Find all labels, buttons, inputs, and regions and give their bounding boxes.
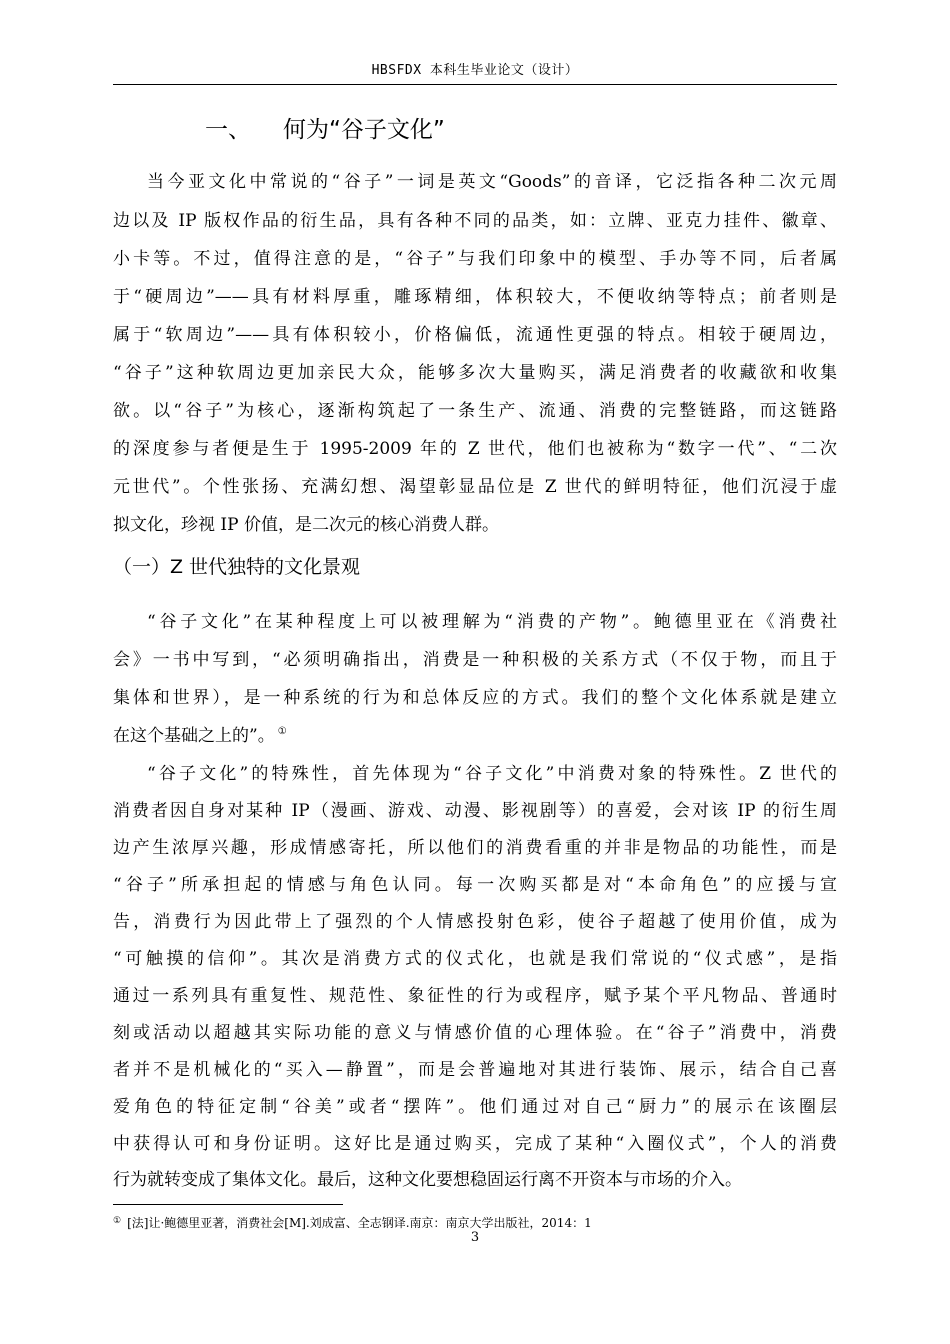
paragraph-line: 消费者因自身对某种 IP（漫画、游戏、动漫、影视剧等）的喜爱，会对该 IP 的衍生周	[113, 801, 837, 821]
header-rule	[113, 84, 837, 85]
paragraph-line: 拟文化，珍视 IP 价值，是二次元的核心消费人群。	[113, 515, 499, 535]
paragraph-line: 中获得认可和身份证明。这好比是通过购买，完成了某种“入圈仪式”，个人的消费	[113, 1134, 837, 1154]
subsection-heading: （一）Z 世代独特的文化景观	[113, 556, 361, 578]
paragraph-line: 欲。以“谷子”为核心，逐渐构筑起了一条生产、流通、消费的完整链路，而这链路	[113, 401, 837, 421]
paragraph-line: “谷子”所承担起的情感与角色认同。每一次购买都是对“本命角色”的应援与宣	[113, 875, 837, 895]
paragraph-line: 会》一书中写到，“必须明确指出，消费是一种积极的关系方式（不仅于物，而且于	[113, 650, 837, 670]
paragraph-line: 告，消费行为因此带上了强烈的个人情感投射色彩，使谷子超越了使用价值，成为	[113, 912, 837, 932]
section-heading	[205, 112, 445, 148]
paragraph-line: 集体和世界），是一种系统的行为和总体反应的方式。我们的整个文化体系就是建立	[113, 688, 837, 708]
paragraph-line: 边产生浓厚兴趣，形成情感寄托，所以他们的消费看重的并非是物品的功能性，而是	[113, 838, 837, 858]
paragraph-line: 于“硬周边”——具有材料厚重，雕琢精细，体积较大，不便收纳等特点；前者则是	[113, 287, 837, 307]
section-number: 一、	[205, 117, 251, 143]
paragraph-line: 行为就转变成了集体文化。最后，这种文化要想稳固运行离不开资本与市场的介入。	[113, 1170, 742, 1190]
page-header: HBSFDX 本科生毕业论文（设计）	[371, 63, 579, 78]
paragraph-line: “谷子文化”在某种程度上可以被理解为“消费的产物”。鲍德里亚在《消费社	[147, 612, 837, 632]
paragraph-line: 当今亚文化中常说的“谷子”一词是英文“Goods”的音译，它泛指各种二次元周	[147, 172, 837, 192]
paragraph-line: 小卡等。不过，值得注意的是，“谷子”与我们印象中的模型、手办等不同，后者属	[113, 249, 837, 269]
paragraph-line: “谷子文化”的特殊性，首先体现为“谷子文化”中消费对象的特殊性。Z 世代的	[147, 764, 837, 784]
paragraph-line: 元世代”。个性张扬、充满幻想、渴望彰显品位是 Z 世代的鲜明特征，他们沉浸于虚	[113, 477, 837, 497]
paragraph-line: 边以及 IP 版权作品的衍生品，具有各种不同的品类，如：立牌、亚克力挂件、徽章、	[113, 211, 837, 231]
paragraph-line-text: 在这个基础之上的”。	[113, 726, 275, 746]
footnote-separator	[113, 1204, 343, 1205]
paragraph-line	[113, 724, 837, 748]
paragraph-line: 者并不是机械化的“买入—静置”，而是会普遍地对其进行装饰、展示，结合自己喜	[113, 1060, 837, 1080]
paragraph-line: “谷子”这种软周边更加亲民大众，能够多次大量购买，满足消费者的收藏欲和收集	[113, 363, 837, 383]
paragraph-line: 通过一系列具有重复性、规范性、象征性的行为或程序，赋予某个平凡物品、普通时	[113, 986, 837, 1006]
footnote-text: [法]让·鲍德里亚著，消费社会[M].刘成富、全志钢译.南京：南京大学出版社，2014：1	[127, 1216, 592, 1230]
section-title: 何为“谷子文化”	[283, 117, 445, 143]
page-number: 3	[470, 1230, 480, 1245]
paragraph-line: “可触摸的信仰”。其次是消费方式的仪式化，也就是我们常说的“仪式感”，是指	[113, 949, 837, 969]
footnote-mark: ①	[113, 1216, 122, 1226]
paragraph-line: 爱角色的特征定制“谷美”或者“摆阵”。他们通过对自己“厨力”的展示在该圈层	[113, 1097, 837, 1117]
paragraph-line: 属于“软周边”——具有体积较小，价格偏低，流通性更强的特点。相较于硬周边，	[113, 325, 837, 345]
paragraph-line: 的深度参与者便是生于 1995-2009 年的 Z 世代，他们也被称为“数字一代”、“二次	[113, 439, 837, 459]
paragraph-line: 刻或活动以超越其实际功能的意义与情感价值的心理体验。在“谷子”消费中，消费	[113, 1023, 837, 1043]
footnote-reference[interactable]: ①	[277, 726, 287, 737]
